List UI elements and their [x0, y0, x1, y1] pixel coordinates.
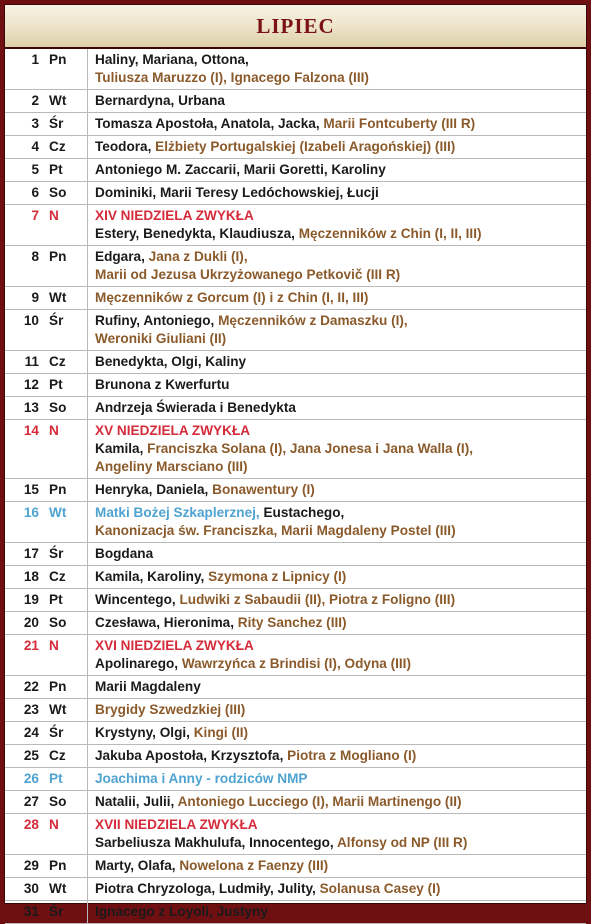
name-line — [95, 834, 582, 852]
name-line — [95, 793, 582, 811]
weekday-abbr: Śr — [43, 310, 88, 351]
name-segment: Krystyny, Olgi, — [95, 725, 194, 740]
name-line — [95, 69, 582, 87]
name-days — [88, 351, 587, 374]
weekday-abbr: Cz — [43, 136, 88, 159]
name-line — [95, 903, 582, 921]
calendar-row — [5, 676, 586, 699]
name-days — [88, 612, 587, 635]
name-segment: Piotra z Mogliano (I) — [287, 748, 417, 763]
name-days — [88, 676, 587, 699]
weekday-abbr: N — [43, 420, 88, 479]
calendar-row — [5, 612, 586, 635]
calendar-row — [5, 814, 586, 855]
name-days — [88, 791, 587, 814]
day-number: 29 — [5, 855, 43, 878]
calendar-row — [5, 855, 586, 878]
day-number: 4 — [5, 136, 43, 159]
day-number: 7 — [5, 205, 43, 246]
weekday-abbr: Pn — [43, 49, 88, 90]
weekday-abbr: So — [43, 612, 88, 635]
name-days — [88, 901, 587, 924]
calendar-row — [5, 901, 586, 924]
name-segment: Wawrzyńca z Brindisi (I), Odyna (III) — [181, 656, 411, 671]
name-line — [95, 353, 582, 371]
name-segment: Kanonizacja św. Franciszka, Marii Magdaleny Postel (III) — [95, 523, 456, 538]
weekday-abbr: N — [43, 635, 88, 676]
calendar-table — [5, 49, 586, 924]
calendar-row — [5, 49, 586, 90]
calendar-row — [5, 745, 586, 768]
name-segment: Rity Sanchez (III) — [237, 615, 347, 630]
name-line — [95, 312, 582, 330]
name-line — [95, 138, 582, 156]
name-segment: Ludwiki z Sabaudii (II), Piotra z Foligno (III) — [179, 592, 456, 607]
name-line — [95, 857, 582, 875]
calendar-row — [5, 351, 586, 374]
name-segment: Dominiki, Marii Teresy Ledóchowskiej, Łucji — [95, 185, 379, 200]
calendar-row — [5, 136, 586, 159]
calendar-row — [5, 589, 586, 612]
name-segment: XV NIEDZIELA ZWYKŁA — [95, 423, 251, 438]
weekday-abbr: Wt — [43, 699, 88, 722]
weekday-abbr: So — [43, 791, 88, 814]
name-line — [95, 701, 582, 719]
calendar-row — [5, 374, 586, 397]
name-segment: XVI NIEDZIELA ZWYKŁA — [95, 638, 254, 653]
weekday-abbr: Wt — [43, 502, 88, 543]
calendar-row — [5, 768, 586, 791]
name-line — [95, 568, 582, 586]
name-segment: Jakuba Apostoła, Krzysztofa, — [95, 748, 288, 763]
name-line — [95, 266, 582, 284]
name-segment: Benedykta, Olgi, Kaliny — [95, 354, 247, 369]
name-line — [95, 545, 582, 563]
name-segment: Męczenników z Gorcum (I) i z Chin (I, II, III) — [95, 290, 369, 305]
name-segment: Estery, Benedykta, Klaudiusza, — [95, 226, 299, 241]
weekday-abbr: Wt — [43, 90, 88, 113]
name-days — [88, 699, 587, 722]
calendar-row — [5, 699, 586, 722]
calendar-row — [5, 479, 586, 502]
day-number: 25 — [5, 745, 43, 768]
name-segment: XVII NIEDZIELA ZWYKŁA — [95, 817, 258, 832]
day-number: 8 — [5, 246, 43, 287]
name-line — [95, 637, 582, 655]
name-segment: Bernardyna, Urbana — [95, 93, 225, 108]
day-number: 24 — [5, 722, 43, 745]
day-number: 14 — [5, 420, 43, 479]
name-segment: Teodora, — [95, 139, 156, 154]
day-number: 11 — [5, 351, 43, 374]
name-days — [88, 589, 587, 612]
weekday-abbr: Cz — [43, 566, 88, 589]
name-line — [95, 678, 582, 696]
day-number: 30 — [5, 878, 43, 901]
calendar-row — [5, 90, 586, 113]
day-number: 13 — [5, 397, 43, 420]
day-number: 20 — [5, 612, 43, 635]
calendar-row — [5, 310, 586, 351]
name-line — [95, 724, 582, 742]
calendar-row — [5, 113, 586, 136]
weekday-abbr: So — [43, 397, 88, 420]
weekday-abbr: Pn — [43, 676, 88, 699]
calendar-row — [5, 287, 586, 310]
name-days — [88, 635, 587, 676]
name-line — [95, 481, 582, 499]
name-days — [88, 136, 587, 159]
day-number: 15 — [5, 479, 43, 502]
name-segment: Rufiny, Antoniego, — [95, 313, 219, 328]
weekday-abbr: Wt — [43, 287, 88, 310]
name-line — [95, 161, 582, 179]
weekday-abbr: Pt — [43, 159, 88, 182]
name-line — [95, 458, 582, 476]
name-days — [88, 855, 587, 878]
day-number: 1 — [5, 49, 43, 90]
weekday-abbr: Śr — [43, 722, 88, 745]
name-segment: Sarbeliusza Makhulufa, Innocentego, — [95, 835, 337, 850]
name-segment: Kingi (II) — [193, 725, 249, 740]
name-segment: Kamila, Karoliny, — [95, 569, 209, 584]
name-segment: Solanusa Casey (I) — [319, 881, 441, 896]
name-days — [88, 502, 587, 543]
calendar-row — [5, 878, 586, 901]
name-line — [95, 51, 582, 69]
calendar-row — [5, 159, 586, 182]
name-line — [95, 770, 582, 788]
calendar-row — [5, 182, 586, 205]
name-line — [95, 330, 582, 348]
name-segment: Piotra Chryzologa, Ludmiły, Julity, — [95, 881, 320, 896]
name-line — [95, 399, 582, 417]
name-segment: Joachima i Anny - rodziców NMP — [95, 771, 308, 786]
name-line — [95, 207, 582, 225]
name-segment: Jana z Dukli (I), — [148, 249, 248, 264]
name-segment: Haliny, Mariana, Ottona, — [95, 52, 249, 67]
name-days — [88, 768, 587, 791]
name-segment: Brunona z Kwerfurtu — [95, 377, 230, 392]
calendar-row — [5, 420, 586, 479]
day-number: 10 — [5, 310, 43, 351]
name-line — [95, 92, 582, 110]
name-days — [88, 287, 587, 310]
day-number: 9 — [5, 287, 43, 310]
name-days — [88, 113, 587, 136]
name-line — [95, 816, 582, 834]
weekday-abbr: Cz — [43, 745, 88, 768]
day-number: 19 — [5, 589, 43, 612]
weekday-abbr: N — [43, 814, 88, 855]
name-line — [95, 747, 582, 765]
name-segment: Elżbiety Portugalskiej (Izabeli Aragońskiej) (III) — [155, 139, 456, 154]
name-days — [88, 205, 587, 246]
name-line — [95, 614, 582, 632]
day-number: 17 — [5, 543, 43, 566]
name-segment: Andrzeja Świerada i Benedykta — [95, 400, 296, 415]
day-number: 21 — [5, 635, 43, 676]
day-number: 2 — [5, 90, 43, 113]
name-segment: Antoniego Lucciego (I), Marii Martinengo (II) — [177, 794, 462, 809]
name-segment: Edgara, — [95, 249, 149, 264]
name-segment: Ignacego z Loyoli, Justyny — [95, 904, 268, 919]
name-line — [95, 655, 582, 673]
name-segment: Apolinarego, — [95, 656, 182, 671]
name-line — [95, 880, 582, 898]
name-segment: Męczenników z Damaszku (I), — [218, 313, 408, 328]
weekday-abbr: Pt — [43, 374, 88, 397]
name-line — [95, 591, 582, 609]
calendar-row — [5, 246, 586, 287]
name-segment: XIV NIEDZIELA ZWYKŁA — [95, 208, 254, 223]
name-days — [88, 814, 587, 855]
name-days — [88, 566, 587, 589]
weekday-abbr: Wt — [43, 878, 88, 901]
weekday-abbr: Śr — [43, 543, 88, 566]
name-line — [95, 225, 582, 243]
weekday-abbr: Cz — [43, 351, 88, 374]
name-days — [88, 374, 587, 397]
weekday-abbr: N — [43, 205, 88, 246]
name-days — [88, 246, 587, 287]
day-number: 16 — [5, 502, 43, 543]
name-segment: Weroniki Giuliani (II) — [95, 331, 227, 346]
name-segment: Bonawentury (I) — [212, 482, 315, 497]
calendar-row — [5, 566, 586, 589]
name-segment: Marty, Olafa, — [95, 858, 180, 873]
day-number: 27 — [5, 791, 43, 814]
day-number: 28 — [5, 814, 43, 855]
name-segment: Nowelona z Faenzy (III) — [179, 858, 329, 873]
weekday-abbr: So — [43, 182, 88, 205]
name-segment: Wincentego, — [95, 592, 180, 607]
day-number: 23 — [5, 699, 43, 722]
calendar-row — [5, 791, 586, 814]
name-line — [95, 376, 582, 394]
weekday-abbr: Pt — [43, 768, 88, 791]
calendar-row — [5, 635, 586, 676]
name-days — [88, 182, 587, 205]
name-segment: Franciszka Solana (I), Jana Jonesa i Jana Walla (I), — [147, 441, 474, 456]
name-segment: Męczenników z Chin (I, II, III) — [298, 226, 482, 241]
name-segment: Antoniego M. Zaccarii, Marii Goretti, Karoliny — [95, 162, 386, 177]
calendar-rows — [5, 49, 586, 924]
name-days — [88, 543, 587, 566]
name-days — [88, 159, 587, 182]
calendar-row — [5, 205, 586, 246]
name-line — [95, 522, 582, 540]
name-segment: Tuliusza Maruzzo (I), Ignacego Falzona (III) — [95, 70, 369, 85]
calendar-frame — [4, 4, 587, 919]
name-days — [88, 878, 587, 901]
name-segment: Natalii, Julii, — [95, 794, 178, 809]
name-segment: Angeliny Marsciano (III) — [95, 459, 248, 474]
day-number: 5 — [5, 159, 43, 182]
name-days — [88, 397, 587, 420]
day-number: 18 — [5, 566, 43, 589]
name-segment: Matki Bożej Szkaplerznej, — [95, 505, 264, 520]
name-segment: Brygidy Szwedzkiej (III) — [95, 702, 246, 717]
name-line — [95, 115, 582, 133]
name-days — [88, 49, 587, 90]
name-line — [95, 440, 582, 458]
name-segment: Szymona z Lipnicy (I) — [208, 569, 347, 584]
name-days — [88, 90, 587, 113]
weekday-abbr: Śr — [43, 901, 88, 924]
name-segment: Tomasza Apostoła, Anatola, Jacka, — [95, 116, 324, 131]
day-number: 3 — [5, 113, 43, 136]
month-header — [5, 5, 586, 49]
day-number: 31 — [5, 901, 43, 924]
day-number: 12 — [5, 374, 43, 397]
calendar-row — [5, 722, 586, 745]
calendar-row — [5, 397, 586, 420]
name-segment: Henryka, Daniela, — [95, 482, 213, 497]
weekday-abbr: Pt — [43, 589, 88, 612]
name-line — [95, 504, 582, 522]
weekday-abbr: Pn — [43, 855, 88, 878]
name-segment: Bogdana — [95, 546, 154, 561]
name-segment: Marii od Jezusa Ukrzyżowanego Petkovič (III R) — [95, 267, 401, 282]
name-segment: Marii Fontcuberty (III R) — [323, 116, 476, 131]
day-number: 22 — [5, 676, 43, 699]
name-days — [88, 420, 587, 479]
name-segment: Alfonsy od NP (III R) — [336, 835, 468, 850]
name-line — [95, 422, 582, 440]
calendar-row — [5, 502, 586, 543]
name-segment: Kamila, — [95, 441, 148, 456]
name-days — [88, 722, 587, 745]
name-segment: Czesława, Hieronima, — [95, 615, 238, 630]
name-line — [95, 184, 582, 202]
day-number: 6 — [5, 182, 43, 205]
name-segment: Eustachego, — [263, 505, 345, 520]
month-title: LIPIEC — [256, 13, 335, 38]
name-line — [95, 289, 582, 307]
name-days — [88, 310, 587, 351]
day-number: 26 — [5, 768, 43, 791]
weekday-abbr: Pn — [43, 246, 88, 287]
name-days — [88, 745, 587, 768]
weekday-abbr: Pn — [43, 479, 88, 502]
weekday-abbr: Śr — [43, 113, 88, 136]
calendar-row — [5, 543, 586, 566]
name-line — [95, 248, 582, 266]
name-segment: Marii Magdaleny — [95, 679, 201, 694]
name-days — [88, 479, 587, 502]
